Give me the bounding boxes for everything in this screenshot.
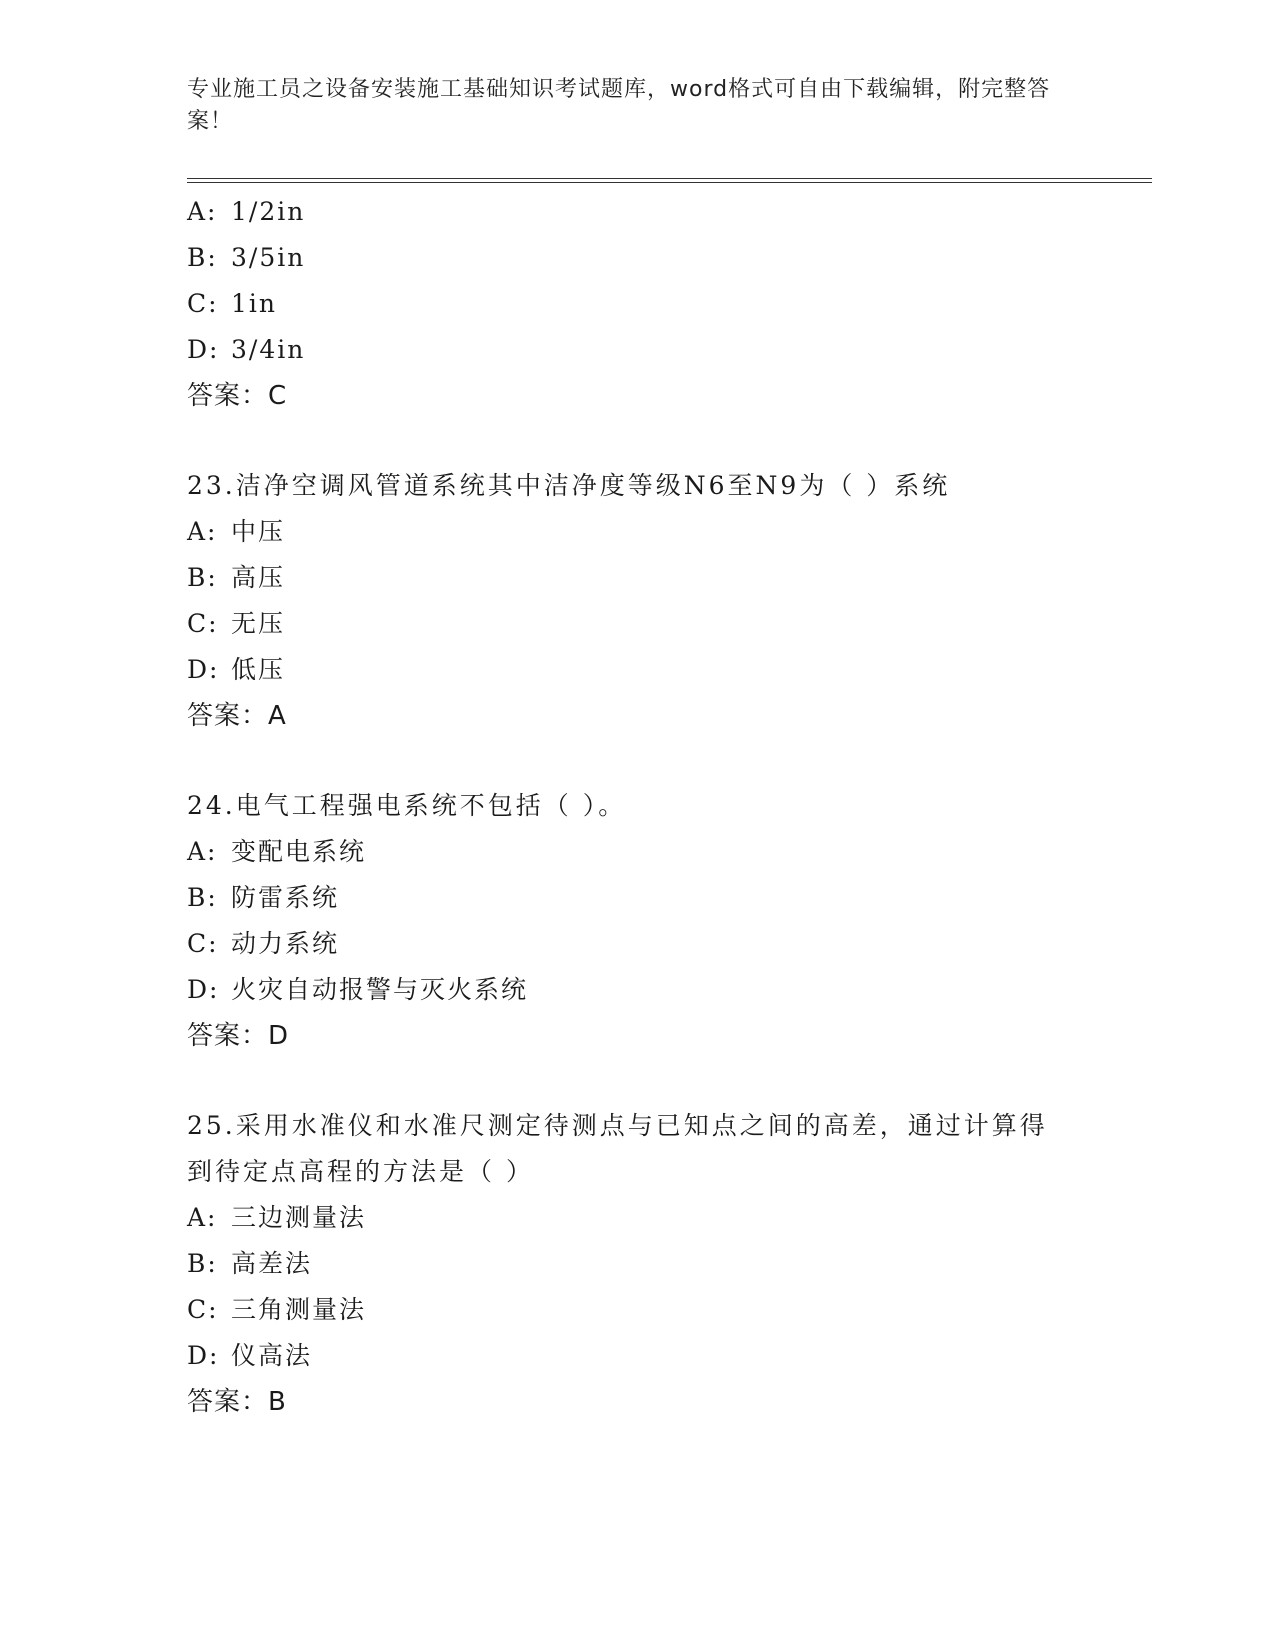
spacer xyxy=(187,739,1087,783)
answer-line: 答案：C xyxy=(187,381,288,411)
option-c: C: 1in xyxy=(187,289,278,318)
question-25 xyxy=(187,1103,1087,1425)
option-a: A: 三边测量法 xyxy=(187,1203,367,1232)
option-c: C: 无压 xyxy=(187,609,286,638)
question-list xyxy=(187,189,1087,1425)
header-divider-bottom xyxy=(187,182,1152,183)
option-d: D: 3/4in xyxy=(187,335,306,364)
question-22 xyxy=(187,189,1087,419)
header-divider-top xyxy=(187,178,1152,179)
option-c: C: 动力系统 xyxy=(187,929,340,958)
option-d: D: 低压 xyxy=(187,655,286,684)
option-b: B: 高压 xyxy=(187,563,286,592)
header-intro-text: 专业施工员之设备安装施工基础知识考试题库，word格式可自由下载编辑，附完整答案！ xyxy=(187,77,1051,134)
answer-line: 答案：B xyxy=(187,1387,287,1417)
question-text: 23.洁净空调风管道系统其中洁净度等级N6至N9为（ ）系统 xyxy=(187,471,951,500)
option-a: A: 中压 xyxy=(187,517,286,546)
option-d: D: 火灾自动报警与灭火系统 xyxy=(187,975,529,1004)
document-header xyxy=(187,74,1067,138)
option-b: B: 3/5in xyxy=(187,243,306,272)
question-23 xyxy=(187,463,1087,739)
spacer xyxy=(187,419,1087,463)
answer-line: 答案：D xyxy=(187,1021,290,1051)
question-24 xyxy=(187,783,1087,1059)
option-c: C: 三角测量法 xyxy=(187,1295,367,1324)
option-a: A: 1/2in xyxy=(187,197,306,226)
option-b: B: 防雷系统 xyxy=(187,883,340,912)
answer-line: 答案：A xyxy=(187,701,287,731)
option-d: D: 仪高法 xyxy=(187,1341,313,1370)
option-a: A: 变配电系统 xyxy=(187,837,367,866)
spacer xyxy=(187,1059,1087,1103)
option-b: B: 高差法 xyxy=(187,1249,313,1278)
question-text: 24.电气工程强电系统不包括（ ）。 xyxy=(187,791,627,820)
question-text: 25.采用水准仪和水准尺测定待测点与已知点之间的高差，通过计算得到待定点高程的方法是（ ） xyxy=(187,1111,1048,1186)
